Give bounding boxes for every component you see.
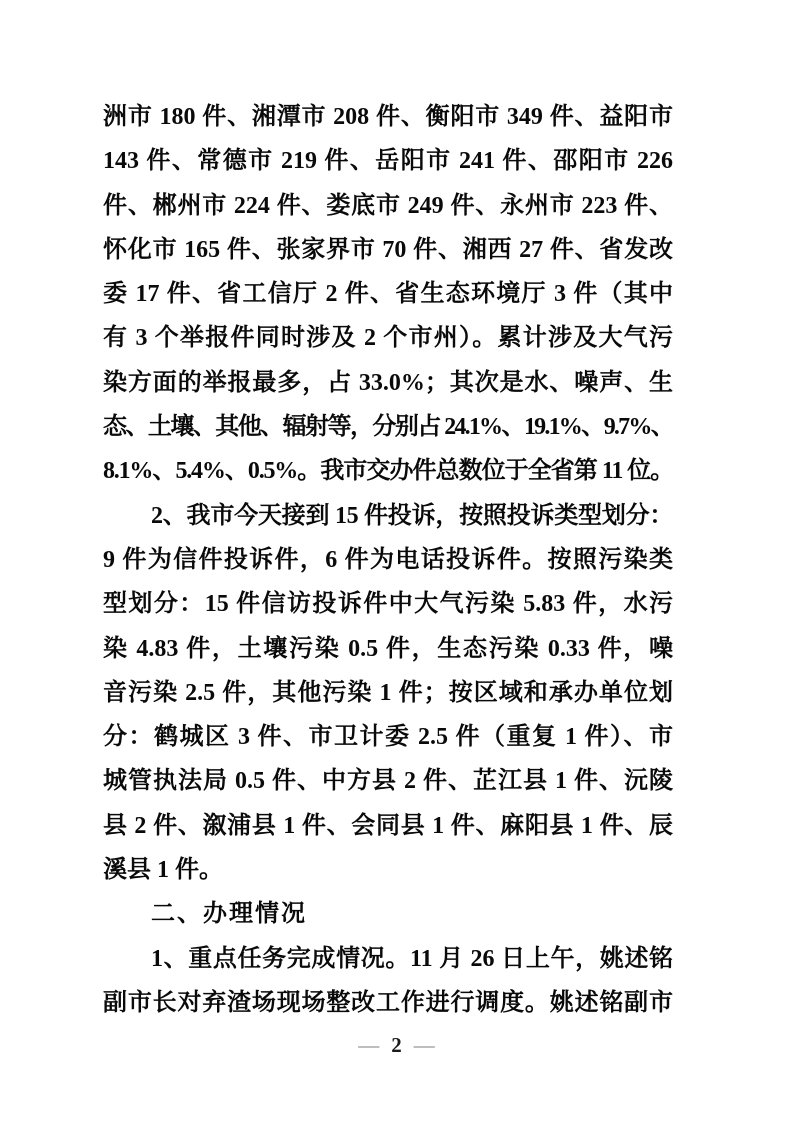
paragraph-end-line: 溪县 1 件。 bbox=[103, 857, 223, 884]
text-line: 城管执法局 0.5 件、中方县 2 件、芷江县 1 件、沅陵 bbox=[103, 768, 673, 795]
section-heading: 二、办理情况 bbox=[151, 900, 307, 928]
text-line: 件、郴州市 224 件、娄底市 249 件、永州市 223 件、 bbox=[103, 192, 673, 219]
text-line: 143 件、常德市 219 件、岳阳市 241 件、邵阳市 226 bbox=[103, 148, 673, 175]
text-line: 有 3 个举报件同时涉及 2 个市州）。累计涉及大气污 bbox=[103, 325, 673, 352]
page-footer bbox=[0, 1030, 793, 1060]
text-line: 型划分：15 件信访投诉件中大气污染 5.83 件，水污 bbox=[103, 591, 673, 618]
text-line: 9 件为信件投诉件，6 件为电话投诉件。按照污染类 bbox=[103, 546, 673, 573]
text-line: 染 4.83 件，土壤污染 0.5 件，生态污染 0.33 件，噪 bbox=[103, 635, 673, 662]
document-body bbox=[103, 95, 673, 1025]
text-line: 音污染 2.5 件，其他污染 1 件；按区域和承办单位划 bbox=[103, 679, 673, 706]
page-number-dash-right: — bbox=[413, 1033, 435, 1057]
text-line: 副市长对弃渣场现场整改工作进行调度。姚述铭副市 bbox=[103, 989, 673, 1016]
text-line: 怀化市 165 件、张家界市 70 件、湘西 27 件、省发改 bbox=[103, 236, 673, 263]
text-line: 8.1%、5.4%、0.5%。我市交办件总数位于全省第 11 位。 bbox=[103, 458, 673, 485]
text-line: 委 17 件、省工信厅 2 件、省生态环境厅 3 件（其中 bbox=[103, 281, 673, 308]
paragraph-start-line: 2、我市今天接到 15 件投诉，按照投诉类型划分： bbox=[151, 502, 673, 529]
page-number-dash-left: — bbox=[358, 1033, 380, 1057]
text-line: 洲市 180 件、湘潭市 208 件、衡阳市 349 件、益阳市 bbox=[103, 104, 673, 130]
text-line: 县 2 件、溆浦县 1 件、会同县 1 件、麻阳县 1 件、辰 bbox=[103, 812, 673, 839]
text-line: 态、土壤、其他、辐射等，分别占 24.1%、19.1%、9.7%、 bbox=[103, 414, 673, 441]
text-line: 分：鹤城区 3 件、市卫计委 2.5 件（重复 1 件）、市 bbox=[103, 724, 673, 751]
text-line: 染方面的举报最多，占 33.0%；其次是水、噪声、生 bbox=[103, 369, 673, 396]
paragraph-start-line: 1、重点任务完成情况。11 月 26 日上午，姚述铭 bbox=[151, 945, 673, 972]
page-number: 2 bbox=[391, 1033, 402, 1057]
